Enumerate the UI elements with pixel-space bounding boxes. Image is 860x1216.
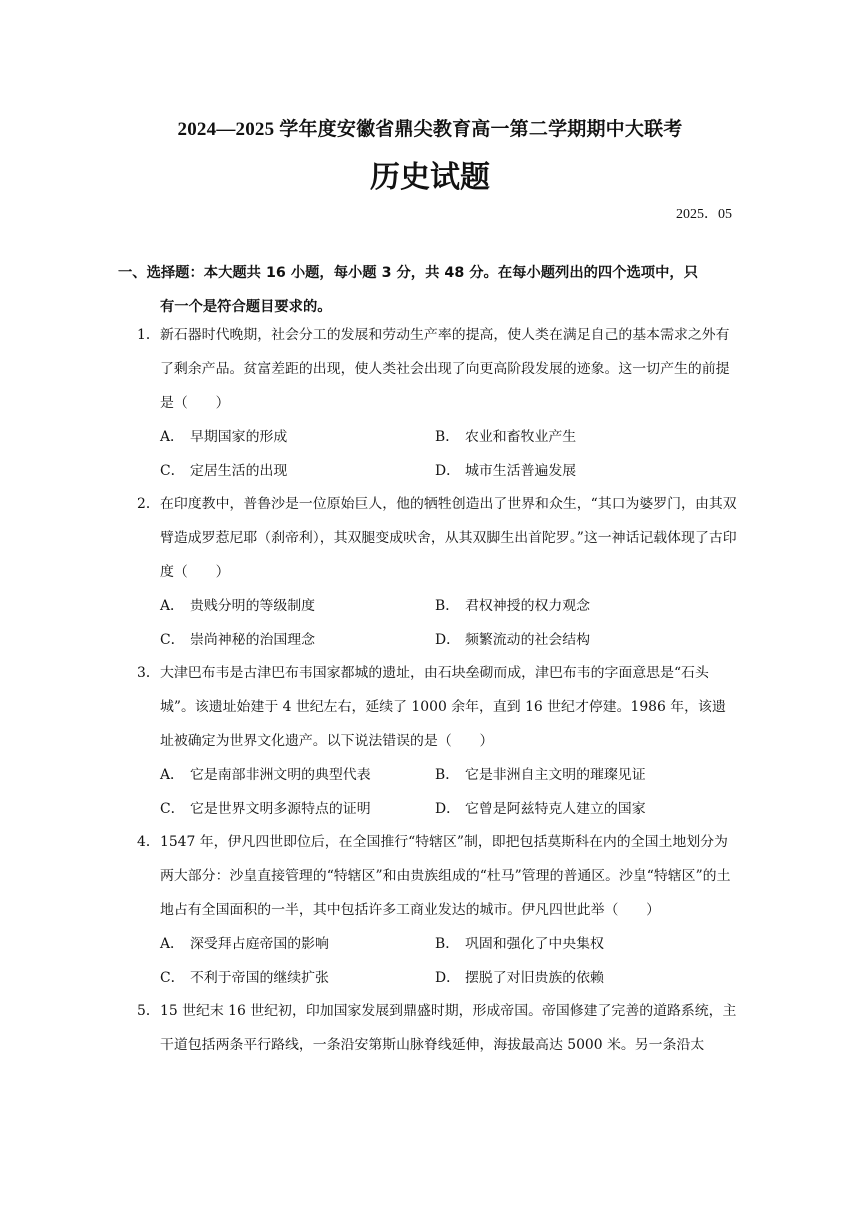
option-b[interactable] [435,758,646,792]
option-letter: C． [160,463,185,479]
option-text: 贵贱分明的等级制度 [190,598,316,614]
option-letter: C． [160,801,185,817]
option-b[interactable] [435,927,604,961]
option-text: 不利于帝国的继续扩张 [190,970,329,986]
question-4 [137,825,739,995]
option-text: 定居生活的出现 [190,463,288,479]
question-text: 1547 年，伊凡四世即位后，在全国推行“特辖区”制，即把包括莫斯科在内的全国土地划分为两大部分：沙皇直接管理的“特辖区”和由贵族组成的“杜马”管理的普通区。沙皇“特辖区”的土地占有全国面积的一半，其中包括许多工商业发达的城市。伊凡四世此举（ ） [160,834,731,918]
question-text: 15 世纪末 16 世纪初，印加国家发展到鼎盛时期，形成帝国。帝国修建了完善的道路系统，主干道包括两条平行路线，一条沿安第斯山脉脊线延伸，海拔最高达 5000 米。另一条沿太 [160,1003,737,1053]
options-row [137,623,739,657]
question-number: 4． [137,834,160,850]
exam-subtitle: 历史试题 [370,160,490,195]
question-text: 大津巴布韦是古津巴布韦国家都城的遗址，由石块垒砌而成，津巴布韦的字面意思是“石头城”。该遗址始建于 4 世纪左右，延续了 1000 余年，直到 16 世纪才停建。1986 年，该遗址被确定为世界文化遗产。以下说法错误的是（ ） [160,665,726,749]
options-row [137,758,739,792]
option-text: 深受拜占庭帝国的影响 [190,936,329,952]
option-text: 崇尚神秘的治国理念 [190,632,316,648]
section-heading [118,256,738,324]
exam-title: 2024—2025 学年度安徽省鼎尖教育高一第二学期期中大联考 [177,119,683,140]
question-stem [137,656,739,758]
question-number: 3． [137,665,160,681]
option-letter: A． [160,767,184,783]
options-row [137,927,739,961]
options-row [137,454,739,488]
options-row [137,961,739,995]
option-text: 摆脱了对旧贵族的依赖 [465,970,604,986]
options-row [137,792,739,826]
section-heading-line2: 有一个是符合题目要求的。 [160,299,332,315]
option-letter: C． [160,970,185,986]
question-stem [137,994,739,1062]
question-text: 在印度教中，普鲁沙是一位原始巨人，他的牺牲创造出了世界和众生，“其口为婆罗门，由其双臂造成罗惹尼耶（刹帝利），其双腿变成吠舍，从其双脚生出首陀罗。”这一神话记载体现了古印度（ ） [160,496,737,580]
question-stem [137,318,739,420]
options-row [137,589,739,623]
question-2 [137,487,739,657]
question-stem [137,487,739,589]
option-d[interactable] [435,623,590,657]
question-stem [137,825,739,927]
option-c[interactable] [160,961,329,995]
option-a[interactable] [160,758,371,792]
option-letter: A． [160,598,184,614]
option-text: 君权神授的权力观念 [465,598,591,614]
option-text: 它是非洲自主文明的璀璨见证 [465,767,646,783]
option-c[interactable] [160,623,315,657]
option-b[interactable] [435,589,590,623]
option-b[interactable] [435,420,576,454]
section-heading-line1: 一、选择题：本大题共 16 小题，每小题 3 分，共 48 分。在每小题列出的四个选项中，只 [118,265,698,281]
question-3 [137,656,739,826]
question-1 [137,318,739,488]
option-c[interactable] [160,454,287,488]
option-text: 它是南部非洲文明的典型代表 [190,767,371,783]
option-letter: D． [435,463,461,479]
option-text: 城市生活普遍发展 [465,463,577,479]
exam-date: 2025．05 [676,207,732,222]
option-text: 它是世界文明多源特点的证明 [190,801,371,817]
option-a[interactable] [160,589,315,623]
option-letter: C． [160,632,185,648]
option-text: 早期国家的形成 [190,429,288,445]
option-letter: B． [435,767,460,783]
options-row [137,420,739,454]
option-text: 农业和畜牧业产生 [465,429,577,445]
option-letter: A． [160,936,184,952]
option-text: 它曾是阿兹特克人建立的国家 [465,801,646,817]
option-letter: D． [435,632,461,648]
option-letter: B． [435,598,460,614]
question-number: 1． [137,327,160,343]
option-d[interactable] [435,454,576,488]
option-text: 巩固和强化了中央集权 [465,936,604,952]
option-letter: D． [435,970,461,986]
question-5 [137,994,739,1062]
option-letter: B． [435,936,460,952]
option-d[interactable] [435,792,646,826]
option-a[interactable] [160,420,287,454]
question-number: 2． [137,496,160,512]
question-text: 新石器时代晚期，社会分工的发展和劳动生产率的提高，使人类在满足自己的基本需求之外有了剩余产品。贫富差距的出现，使人类社会出现了向更高阶段发展的迹象。这一切产生的前提是（ ） [160,327,730,411]
option-letter: D． [435,801,461,817]
option-c[interactable] [160,792,371,826]
option-d[interactable] [435,961,604,995]
option-a[interactable] [160,927,329,961]
option-letter: B． [435,429,460,445]
option-text: 频繁流动的社会结构 [465,632,591,648]
option-letter: A． [160,429,184,445]
question-number: 5． [137,1003,160,1019]
